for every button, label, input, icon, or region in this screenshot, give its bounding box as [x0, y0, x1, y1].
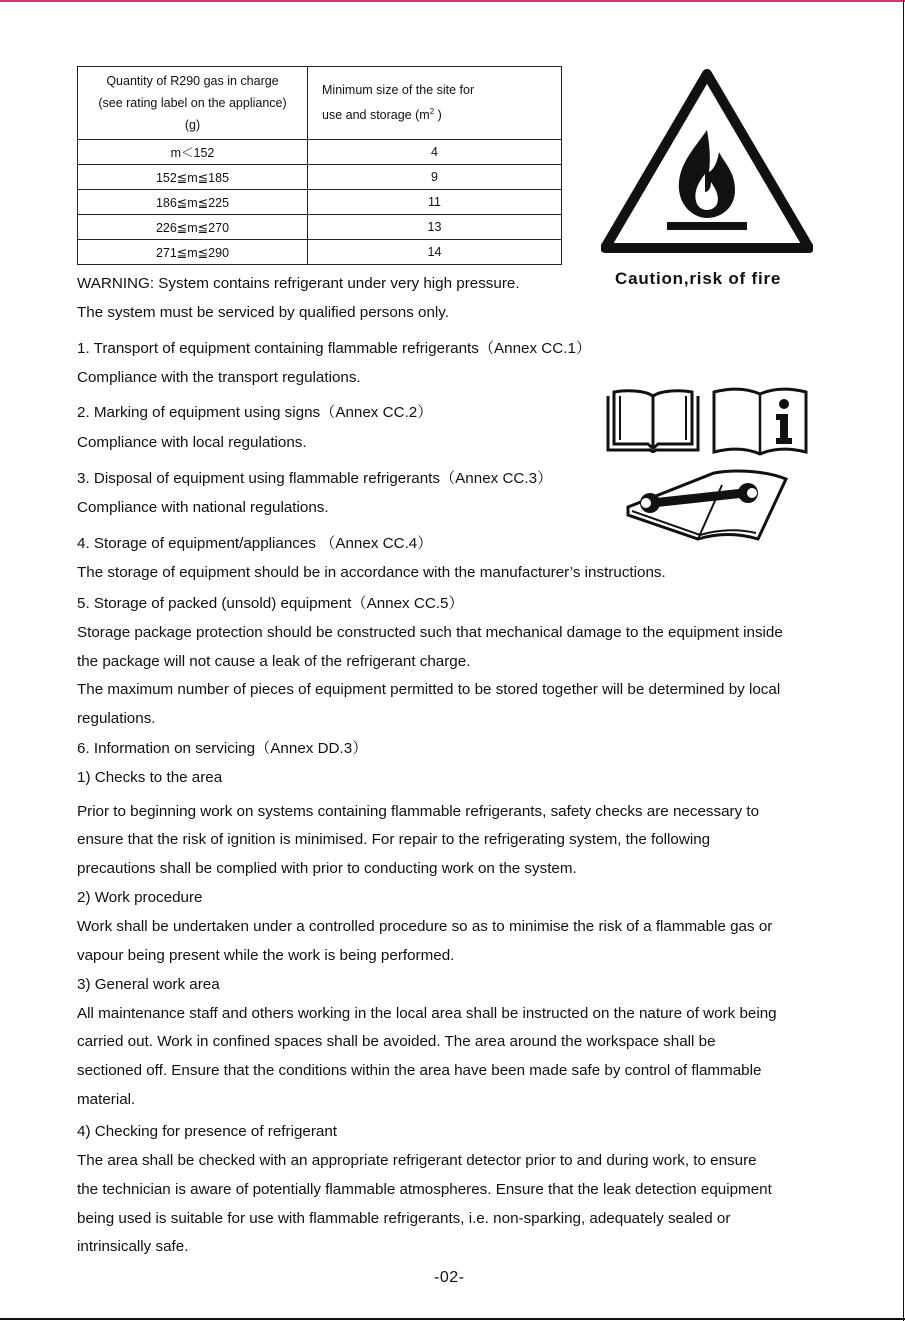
table-header-row — [78, 67, 562, 140]
body-line: Work shall be undertaken under a controlled procedure so as to minimise the risk of a flammable gas or — [77, 918, 773, 935]
body-line: The area shall be checked with an appropriate refrigerant detector prior to and during work, to ensure — [77, 1152, 757, 1169]
read-manual-icon — [604, 386, 702, 456]
subsection-heading: 1) Checks to the area — [77, 769, 223, 786]
body-line: material. — [77, 1091, 136, 1108]
charge-cell: m＜152 — [78, 140, 308, 165]
body-line: carried out. Work in confined spaces shall be avoided. The area around the workspace shall be — [77, 1033, 716, 1050]
header-minimum-site-size: Minimum size of the site for use and storage ($m^2$ ) — [308, 67, 562, 140]
table-row — [78, 190, 562, 215]
body-line: Compliance with local regulations. — [77, 434, 307, 451]
page-number: -02- — [434, 1269, 465, 1286]
body-line: Compliance with the transport regulations. — [77, 369, 361, 386]
body-line: Compliance with national regulations. — [77, 499, 329, 516]
subsection-heading: 4) Checking for presence of refrigerant — [77, 1123, 338, 1140]
subsection-heading: 3) General work area — [77, 976, 220, 993]
body-line: regulations. — [77, 710, 156, 727]
section-heading: 6. Information on servicing（Annex DD.3） — [77, 740, 368, 757]
body-line: the package will not cause a leak of the refrigerant charge. — [77, 653, 471, 670]
table-row — [78, 140, 562, 165]
body-line: The storage of equipment should be in accordance with the manufacturer’s instructions. — [77, 564, 666, 581]
header-charge-quantity: Quantity of R290 gas in charge (see rating label on the appliance) (g) — [78, 67, 308, 140]
section-heading: 2. Marking of equipment using signs（Annex CC.2） — [77, 404, 433, 421]
body-line: vapour being present while the work is being performed. — [77, 947, 455, 964]
body-line: All maintenance staff and others working in the local area shall be instructed on the nature of work being — [77, 1005, 777, 1022]
service-manual-icon — [626, 463, 790, 543]
body-line: intrinsically safe. — [77, 1238, 189, 1255]
table-row — [78, 165, 562, 190]
body-line: Prior to beginning work on systems containing flammable refrigerants, safety checks are necessary to — [77, 803, 760, 820]
information-manual-icon — [710, 386, 810, 456]
body-line: precautions shall be complied with prior to conducting work on the system. — [77, 860, 577, 877]
warning-line: WARNING: System contains refrigerant under very high pressure. — [77, 275, 520, 292]
size-cell: 9 — [308, 165, 562, 190]
section-heading: 1. Transport of equipment containing flammable refrigerants（Annex CC.1） — [77, 340, 592, 357]
body-line: being used is suitable for use with flammable refrigerants, i.e. non-sparking, adequately sealed or — [77, 1210, 731, 1227]
body-line: sectioned off. Ensure that the conditions within the area have been made safe by control of flammable — [77, 1062, 762, 1079]
body-line: The maximum number of pieces of equipment permitted to be stored together will be determined by local — [77, 681, 781, 698]
size-cell: 4 — [308, 140, 562, 165]
section-heading: 3. Disposal of equipment using flammable refrigerants（Annex CC.3） — [77, 470, 553, 487]
size-cell: 13 — [308, 215, 562, 240]
body-line: the technician is aware of potentially flammable atmospheres. Ensure that the leak detection equipment — [77, 1181, 772, 1198]
fire-warning-icon — [601, 68, 813, 254]
charge-cell: 271≦m≦290 — [78, 240, 308, 265]
subsection-heading: 2) Work procedure — [77, 889, 203, 906]
table-row — [78, 240, 562, 265]
section-heading: 5. Storage of packed (unsold) equipment（Annex CC.5） — [77, 595, 464, 612]
body-line: ensure that the risk of ignition is minimised. For repair to the refrigerating system, the following — [77, 831, 711, 848]
table-row — [78, 215, 562, 240]
size-cell: 14 — [308, 240, 562, 265]
body-line: Storage package protection should be constructed such that mechanical damage to the equipment inside — [77, 624, 783, 641]
warning-line: The system must be serviced by qualified persons only. — [77, 304, 449, 321]
charge-cell: 226≦m≦270 — [78, 215, 308, 240]
bottom-border — [0, 1318, 905, 1320]
refrigerant-charge-table — [77, 66, 562, 265]
charge-cell: 152≦m≦185 — [78, 165, 308, 190]
right-border — [903, 0, 904, 1321]
caution-label: Caution,risk of fire — [615, 269, 782, 288]
top-border — [0, 0, 905, 2]
size-cell: 11 — [308, 190, 562, 215]
charge-cell: 186≦m≦225 — [78, 190, 308, 215]
section-heading: 4. Storage of equipment/appliances （Annex CC.4） — [77, 535, 433, 552]
